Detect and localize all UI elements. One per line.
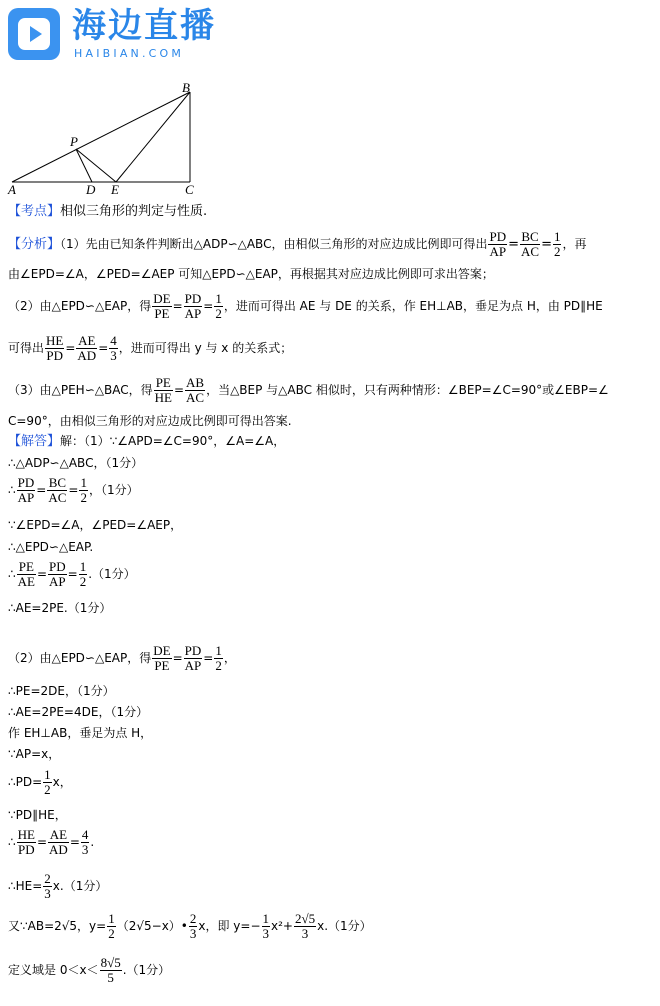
fenxi-line-3c: C=90°，由相似三角形的对应边成比例即可得出答案. bbox=[8, 414, 292, 428]
frac-ae-ad: $\frac{AE}{AD}$ bbox=[77, 333, 97, 363]
label-c: C bbox=[185, 182, 194, 197]
jieda-tag: 【解答】 bbox=[8, 434, 61, 449]
jieda-1: 解：（1）∵∠APD=∠C=90°，∠A=∠A， bbox=[60, 434, 286, 448]
t-6: ∵PD∥HE， bbox=[8, 808, 67, 822]
step-2: ∴ $\frac{PD}{AP}$ = $\frac{BC}{AC}$ = $\frac{1}{2}$ ，（1分） bbox=[8, 475, 139, 505]
step-6: ∴AE=2PE.（1分） bbox=[8, 601, 112, 615]
frac-de-pe: $\frac{DE}{PE}$ bbox=[153, 291, 171, 321]
frac-pd-ap-2: $\frac{PD}{AP}$ bbox=[184, 291, 202, 321]
fenxi-2c: 可得出 bbox=[8, 341, 45, 355]
frac-pe-he: $\frac{PE}{HE}$ bbox=[154, 375, 172, 405]
label-b: B bbox=[182, 80, 190, 95]
fenxi-line-2c: 可得出 $\frac{HE}{PD}$ = $\frac{AE}{AD}$ = $\frac{4}{3}$ ，进而可得出 y 与 x 的关系式； bbox=[8, 333, 293, 363]
fenxi-line-1c: 由∠EPD=∠A，∠PED=∠AEP 可知△EPD∽△EAP，再根据其对应边成比例即可求出答案； bbox=[8, 267, 494, 281]
t-7: ∴ $\frac{HE}{PD}$ = $\frac{AE}{AD}$ = $\frac{4}{3}$ . bbox=[8, 827, 95, 857]
fenxi-2b: ，进而可得出 AE 与 DE 的关系，作 EH⊥AB，垂足为点 H，由 PD∥HE bbox=[223, 299, 603, 313]
frac-four-third: $\frac{4}{3}$ bbox=[110, 333, 117, 363]
fenxi-1a: （1）先由已知条件判断出△ADP∽△ABC，由相似三角形的对应边成比例即可得出 bbox=[60, 237, 488, 251]
part2-line: （2）由△EPD∽△EAP，得 $\frac{DE}{PE}$ = $\frac{PD}{AP}$ = $\frac{1}{2}$ ， bbox=[8, 643, 236, 673]
t-2: ∴AE=2PE=4DE，（1分） bbox=[8, 705, 149, 719]
t-3: 作 EH⊥AB，垂足为点 H， bbox=[8, 726, 153, 740]
kaodian-line bbox=[8, 203, 207, 221]
brand-name: 海边直播 bbox=[72, 6, 216, 46]
t-8: ∴HE= $\frac{2}{3}$ x.（1分） bbox=[8, 871, 108, 901]
triangle-figure bbox=[0, 78, 220, 198]
brand-domain: HAIBIAN.COM bbox=[74, 47, 185, 60]
fenxi-2a: （2）由△EPD∽△EAP，得 bbox=[8, 299, 152, 313]
fenxi-line-3: （3）由△PEH∽△BAC，得 $\frac{PE}{HE}$ = $\frac{AB}{AC}$ ，当△BEP 与△ABC 相似时，只有两种情形：∠BEP=∠C=90°或∠EBP=∠ bbox=[8, 375, 609, 405]
label-a: A bbox=[8, 182, 16, 197]
kaodian-tag: 【考点】 bbox=[8, 204, 61, 219]
frac-half-2: $\frac{1}{2}$ bbox=[215, 291, 222, 321]
label-d: D bbox=[86, 182, 96, 197]
frac-pd-ap: $\frac{PD}{AP}$ bbox=[489, 229, 507, 259]
frac-he-pd: $\frac{HE}{PD}$ bbox=[46, 333, 64, 363]
fenxi-line-2: （2）由△EPD∽△EAP，得 $\frac{DE}{PE}$ = $\frac{PD}{AP}$ = $\frac{1}{2}$ ，进而可得出 AE 与 DE 的关系，作 EH⊥AB，垂足为点 H，由 PD∥HE bbox=[8, 291, 603, 321]
t-10: 定义域是 0＜x＜ $\frac{8√5}{5}$ .（1分） bbox=[8, 955, 171, 985]
frac-ab-ac: $\frac{AB}{AC}$ bbox=[186, 375, 205, 405]
fenxi-3b: ，当△BEP 与△ABC 相似时，只有两种情形：∠BEP=∠C=90°或∠EBP=∠ bbox=[206, 383, 609, 397]
fenxi-3a: （3）由△PEH∽△BAC，得 bbox=[8, 383, 153, 397]
step-3: ∵∠EPD=∠A，∠PED=∠AEP， bbox=[8, 518, 183, 532]
fenxi-tag: 【分析】 bbox=[8, 237, 61, 252]
step-1: ∴△ADP∽△ABC，（1分） bbox=[8, 456, 144, 470]
fenxi-line-1: 【分析】（1）先由已知条件判断出△ADP∽△ABC，由相似三角形的对应边成比例即可得出 $\frac{PD}{AP}$ = $\frac{BC}{AC}$ = $\frac{1}{2}$ ，再 bbox=[8, 229, 587, 259]
label-e: E bbox=[111, 182, 119, 197]
frac-half: $\frac{1}{2}$ bbox=[553, 229, 561, 259]
play-logo-icon bbox=[8, 8, 60, 60]
t-1: ∴PE=2DE，（1分） bbox=[8, 684, 115, 698]
t-5: ∴PD= $\frac{1}{2}$ x， bbox=[8, 767, 72, 797]
jieda-line bbox=[8, 432, 285, 451]
t-9: 又∵AB=2√5，y= $\frac{1}{2}$ （2√5−x）• $\frac{2}{3}$ x，即 y=− $\frac{1}{3}$ x²+ $\frac{2√5}{3}$ x.（1分） bbox=[8, 911, 372, 941]
fenxi-1b: ，再 bbox=[562, 237, 587, 251]
t-4: ∵AP=x， bbox=[8, 747, 61, 761]
frac-bc-ac: $\frac{BC}{AC}$ bbox=[521, 229, 540, 259]
step-5: ∴ $\frac{PE}{AE}$ = $\frac{PD}{AP}$ = $\frac{1}{2}$ .（1分） bbox=[8, 559, 136, 589]
label-p: P bbox=[70, 134, 78, 149]
fenxi-2d: ，进而可得出 y 与 x 的关系式； bbox=[118, 341, 293, 355]
step-4: ∴△EPD∽△EAP. bbox=[8, 540, 94, 554]
kaodian-text: 相似三角形的判定与性质. bbox=[60, 204, 208, 219]
